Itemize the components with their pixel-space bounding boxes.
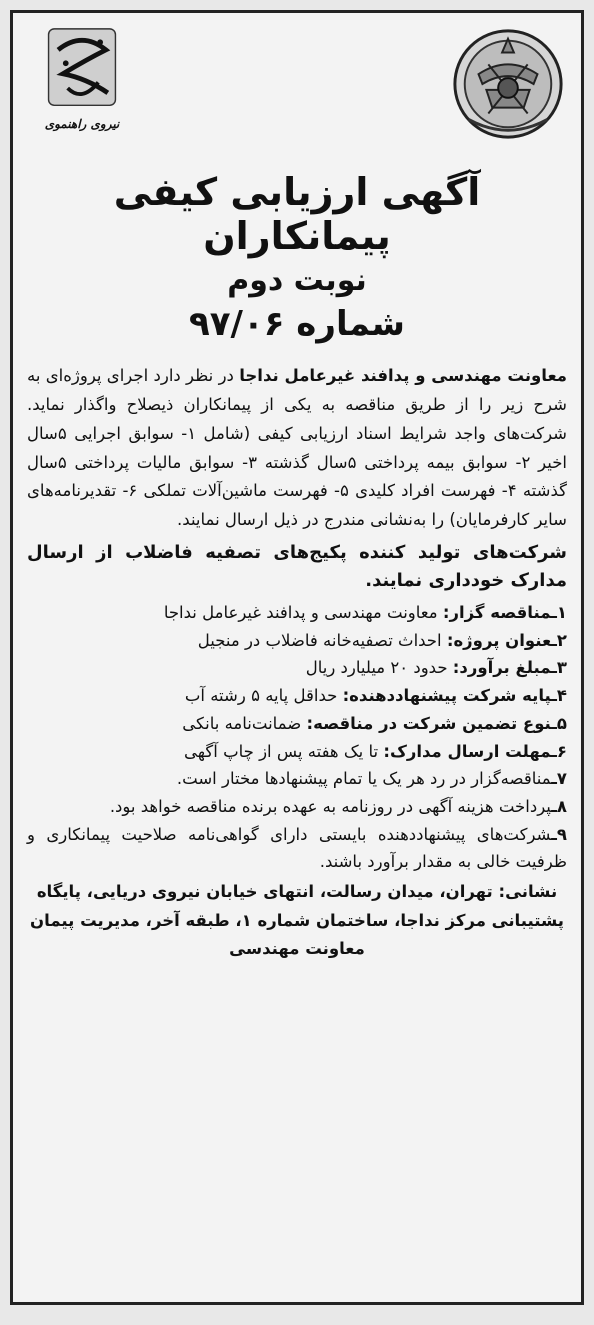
advertisement-page (10, 10, 584, 1305)
round-title: نوبت دوم (227, 263, 367, 299)
navy-logo (27, 21, 137, 131)
intro-paragraph (27, 362, 567, 535)
navy-calligraphy-logo-icon (39, 21, 125, 117)
tender-details-list (27, 599, 567, 876)
list-item: ۳ـمبلغ برآورد: حدود ۲۰ میلیارد ریال (305, 658, 567, 678)
logo-caption: نیروی راهنموی (44, 117, 120, 131)
header-row (27, 21, 567, 171)
exclusion-notice: شرکت‌های تولید کننده پکیج‌های تصفیه فاضلاب از ارسال مدارک خودداری نمایند. (27, 542, 567, 592)
list-item: ۸ـپرداخت هزینه آگهی در روزنامه به عهده برنده مناقصه خواهد بود. (109, 797, 567, 817)
address-block: نشانی: تهران، میدان رسالت، انتهای خیابان نیروی دریایی، پایگاه پشتیبانی مرکز نداجا، ساختمان شماره ۱، طبقه آخر، مدیریت پیمان معاونت مهندسی (30, 882, 564, 958)
page-title: آگهی ارزیابی کیفی پیمانکاران (113, 170, 481, 258)
intro-text: در نظر دارد اجرای پروژه‌ای به شرح زیر را از طریق مناقصه به یکی از پیمانکاران ذیصلاح واگذار نماید. شرکت‌های واجد شرایط اسناد ارزیابی کیفی (شامل ۱- سوابق اجرایی ۵سال اخیر ۲- سوابق بیمه پرداختی ۵سال گذشته ۳- سوابق مالیات پرداختی ۵سال گذشته ۴- فهرست افراد کلیدی ۵- فهرست ماشین‌آلات تملکی ۶- تقدیرنامه‌های سایر کارفرمایان) را به‌نشانی مندرج در ذیل ارسال نمایند. (27, 365, 567, 530)
list-item: ۵ـنوع تضمین شرکت در مناقصه: ضمانت‌نامه بانکی (182, 713, 567, 733)
list-item: ۱ـمناقصه گزار: معاونت مهندسی و پدافند غیرعامل نداجا (163, 603, 567, 622)
navy-emblem-icon (449, 25, 567, 143)
intro-lead: معاونت مهندسی و پدافند غیرعامل نداجا (239, 365, 567, 385)
list-item: ۲ـعنوان پروژه: احداث تصفیه‌خانه فاضلاب در منجیل (197, 630, 567, 650)
list-item: ۷ـمناقصه‌گزار در رد هر یک یا تمام پیشنهادها مختار است. (176, 769, 567, 789)
list-item: ۴ـپایه شرکت پیشنهاددهنده: حداقل پایه ۵ رشته آب (184, 686, 567, 706)
list-item: ۹ـشرکت‌های پیشنهاددهنده بایستی دارای گواهی‌نامه صلاحیت پیمانکاری و ظرفیت خالی به مقدار برآورد باشند. (27, 824, 567, 872)
list-item: ۶ـمهلت ارسال مدارک: تا یک هفته پس از چاپ آگهی (184, 741, 567, 761)
tender-number: شماره ۹۷/۰۶ (189, 303, 405, 344)
